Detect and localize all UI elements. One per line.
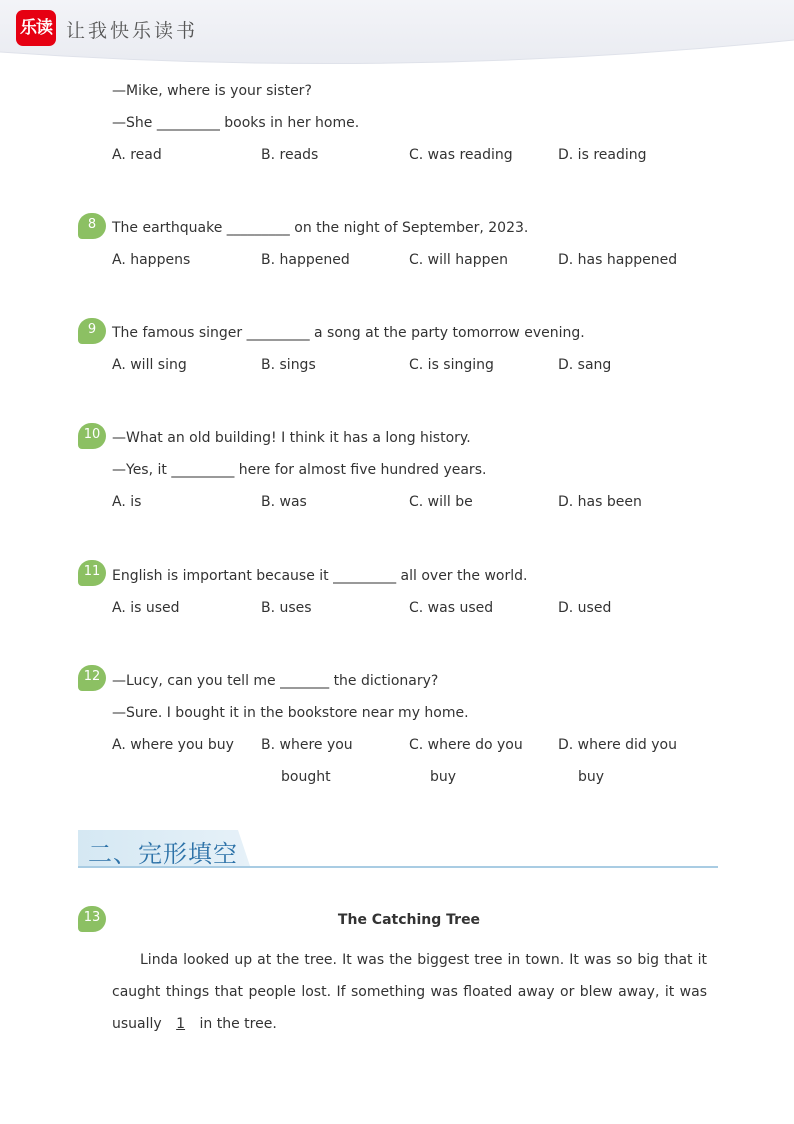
option-a: A. is used: [112, 600, 180, 616]
section-title: 二、完形填空: [88, 840, 238, 868]
option-c: C. will be: [409, 494, 473, 510]
option-a: A. will sing: [112, 357, 187, 373]
question-number-badge: 13: [78, 906, 106, 932]
option-c-continued: buy: [430, 769, 457, 785]
question-line: —Mike, where is your sister?: [112, 83, 312, 99]
option-b: B. where you: [261, 737, 353, 753]
brand-logo: 乐读: [16, 10, 56, 46]
option-b: B. reads: [261, 147, 319, 163]
option-c: C. was used: [409, 600, 494, 616]
question-line: —What an old building! I think it has a long history.: [112, 430, 471, 446]
passage-text: Linda looked up at the tree. It was the biggest tree in town. It was so big that it caught things that people lost. If something was floated away or blew away, it was usually: [112, 952, 707, 1032]
question-line: The famous singer _________ a song at the party tomorrow evening.: [112, 325, 585, 341]
page-header: [0, 0, 794, 66]
question-line: English is important because it _________ all over the world.: [112, 568, 528, 584]
option-a: A. is: [112, 494, 142, 510]
option-d: D. used: [558, 600, 612, 616]
question-number-badge: 9: [78, 318, 106, 344]
option-a: A. happens: [112, 252, 191, 268]
option-b: B. was: [261, 494, 307, 510]
passage-title: The Catching Tree: [337, 912, 481, 928]
option-b: B. happened: [261, 252, 350, 268]
option-d: D. sang: [558, 357, 612, 373]
option-b-continued: bought: [281, 769, 331, 785]
passage-paragraph: [112, 944, 707, 1040]
brand-slogan: 让我快乐读书: [66, 20, 199, 42]
question-number-badge: 8: [78, 213, 106, 239]
passage-text: in the tree.: [195, 1016, 277, 1032]
question-number-badge: 11: [78, 560, 106, 586]
question-line: —Lucy, can you tell me _______ the dictionary?: [112, 673, 439, 689]
question-line: —She _________ books in her home.: [112, 115, 360, 131]
option-c: C. was reading: [409, 147, 513, 163]
option-d: D. where did you: [558, 737, 677, 753]
question-line: The earthquake _________ on the night of September, 2023.: [112, 220, 529, 236]
option-a: A. where you buy: [112, 737, 234, 753]
question-line: —Sure. I bought it in the bookstore near my home.: [112, 705, 469, 721]
question-line: —Yes, it _________ here for almost five hundred years.: [112, 462, 487, 478]
option-d-continued: buy: [578, 769, 605, 785]
option-d: D. has happened: [558, 252, 678, 268]
option-d: D. has been: [558, 494, 642, 510]
option-b: B. sings: [261, 357, 316, 373]
option-c: C. where do you: [409, 737, 523, 753]
question-number-badge: 12: [78, 665, 106, 691]
option-c: C. is singing: [409, 357, 494, 373]
option-d: D. is reading: [558, 147, 647, 163]
option-a: A. read: [112, 147, 162, 163]
option-c: C. will happen: [409, 252, 508, 268]
option-b: B. uses: [261, 600, 312, 616]
question-number-badge: 10: [78, 423, 106, 449]
blank-number: 1: [176, 1016, 186, 1032]
